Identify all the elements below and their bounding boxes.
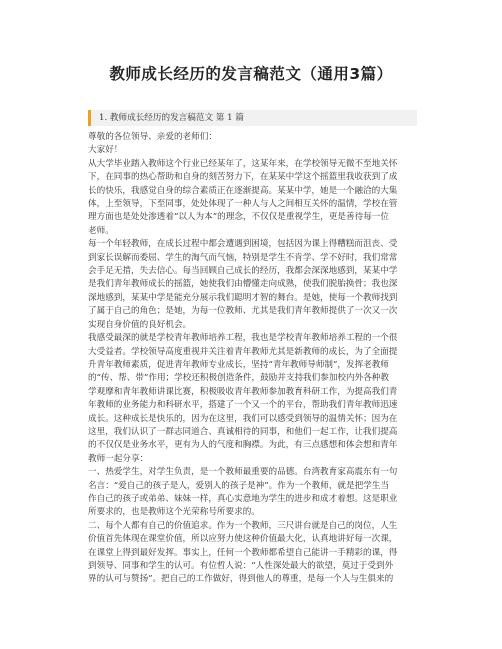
body-line: 的“传、帮、带”作用；学校还积极创造条件，鼓励并支持我们参加校内外各种教	[88, 373, 389, 384]
body-line: 在课堂上得到最好发挥。事实上，任何一个教师都希望自己能讲一手精彩的课，得	[88, 547, 398, 558]
body-line: 教师一起分享：	[88, 453, 149, 464]
body-line: 二、每个人都有自己的价值追求。作为一个教师，三尺讲台就是自己的岗位，人生	[88, 520, 398, 531]
body-line: 老师。	[88, 225, 114, 236]
body-line: 是我们青年教师成长的摇篮，她使我们由懵懂走向成熟，使我们脱胎换骨；我也深	[88, 279, 398, 290]
section-heading: 1. 教师成长经历的发言稿范文 第 1 篇	[99, 113, 244, 123]
body-line: 会手足无措，失去信心。每当回顾自己成长的经历，我都会深深地感到，某某中学	[88, 266, 398, 277]
body-line: 作自己的孩子或弟弟、妹妹一样，真心实意地为学生的进步和成才着想。这是职业	[88, 493, 398, 504]
body-line: 深地感到，某某中学是能充分展示我们聪明才智的舞台。是她，使每一个教师找到	[88, 292, 398, 303]
document-body	[88, 131, 419, 587]
body-line: 所要求的，也是教师这个光荣称号所要求的。	[88, 507, 260, 518]
section-heading-bar	[88, 110, 417, 126]
body-line: 到家长误解而委屈、学生的淘气而气恼，特别是学生不肯学、学不好时，我们常常	[88, 252, 398, 263]
body-line: 体，上至领导，下至同事，处处体现了一种人与人之间相互关怀的温情，学校在管	[88, 199, 398, 210]
body-line: 下，在同事的热心帮助和自身的刻苦努力下，在某某中学这个摇篮里我收获到了成	[88, 172, 398, 183]
body-line: 我感受最深的就是学校青年教师培养工程，我也是学校青年教师培养工程的一个很	[88, 333, 398, 344]
body-line: 价值首先体现在课堂价值，所以应努力使这种价值最大化，认真地讲好每一次课，	[88, 534, 398, 545]
body-line: 长的快乐，我感觉自身的综合素质正在逐渐提高。某某中学，她是一个融洽的大集	[88, 185, 398, 196]
document-title: 教师成长经历的发言稿范文（通用3篇）	[109, 65, 393, 83]
body-line: 到领导、同事和学生的认可。有位哲人说：“人性深处最大的欲望，莫过于受到外	[88, 561, 394, 571]
body-line: 年教师的业务能力和科研水平，搭建了一个又一个的平台，帮助我们青年教师迅速	[88, 400, 398, 411]
body-line: 学观摩和青年教师讲课比赛，积极吸收青年教师参加教育科研工作，为提高我们青	[88, 386, 398, 397]
body-line: 尊敬的各位领导、亲爱的老师们：	[88, 132, 217, 142]
body-line: 大家好！	[88, 145, 123, 156]
body-line: 这里，我们认识了一群志同道合、真诚相待的同事，和他们一起工作，让我们提高	[88, 426, 398, 437]
body-line: 一、热爱学生，对学生负责，是一个教师最重要的品德。台湾教育家高震东有一句	[88, 467, 398, 478]
body-line: 了属于自己的角色；是她，为每一位教师、尤其是我们青年教师提供了一次又一次	[88, 306, 398, 317]
body-line: 升青年教师素质，促进青年教师专业成长，坚持“青年教师导师制”，发挥老教师	[88, 359, 389, 370]
body-line: 大受益者。学校领导高度重视并关注着青年教师尤其是新教师的成长，为了全面提	[88, 346, 398, 357]
body-line: 每一个年轻教师，在成长过程中都会遭遇到困境，包括因为课上得糟糕而沮丧、受	[88, 239, 398, 250]
body-line: 界的认可与赞扬”。把自己的工作做好，得到他人的尊重，是每一个人与生俱来的	[88, 574, 394, 585]
body-line: 名言：“爱自己的孩子是人，爱别人的孩子是神”。作为一个教师，就是把学生当	[88, 480, 389, 491]
body-line: 从大学毕业踏入教师这个行业已经某年了，这某年来，在学校领导无微不至地关怀	[88, 158, 398, 169]
body-line: 实现自身价值的良好机会。	[88, 319, 192, 330]
body-line: 成长。这种成长是快乐的，因为在这里，我们可以感受到领导的温情关怀；因为在	[88, 413, 398, 424]
body-line: 的不仅仅是业务水平，更有为人的气度和胸襟。为此，有三点感想和体会想和青年	[88, 440, 398, 451]
body-line: 理方面也是处处渗透着“以人为本”的理念，不仅仅是重视学生，更是善待每一位	[88, 212, 389, 223]
